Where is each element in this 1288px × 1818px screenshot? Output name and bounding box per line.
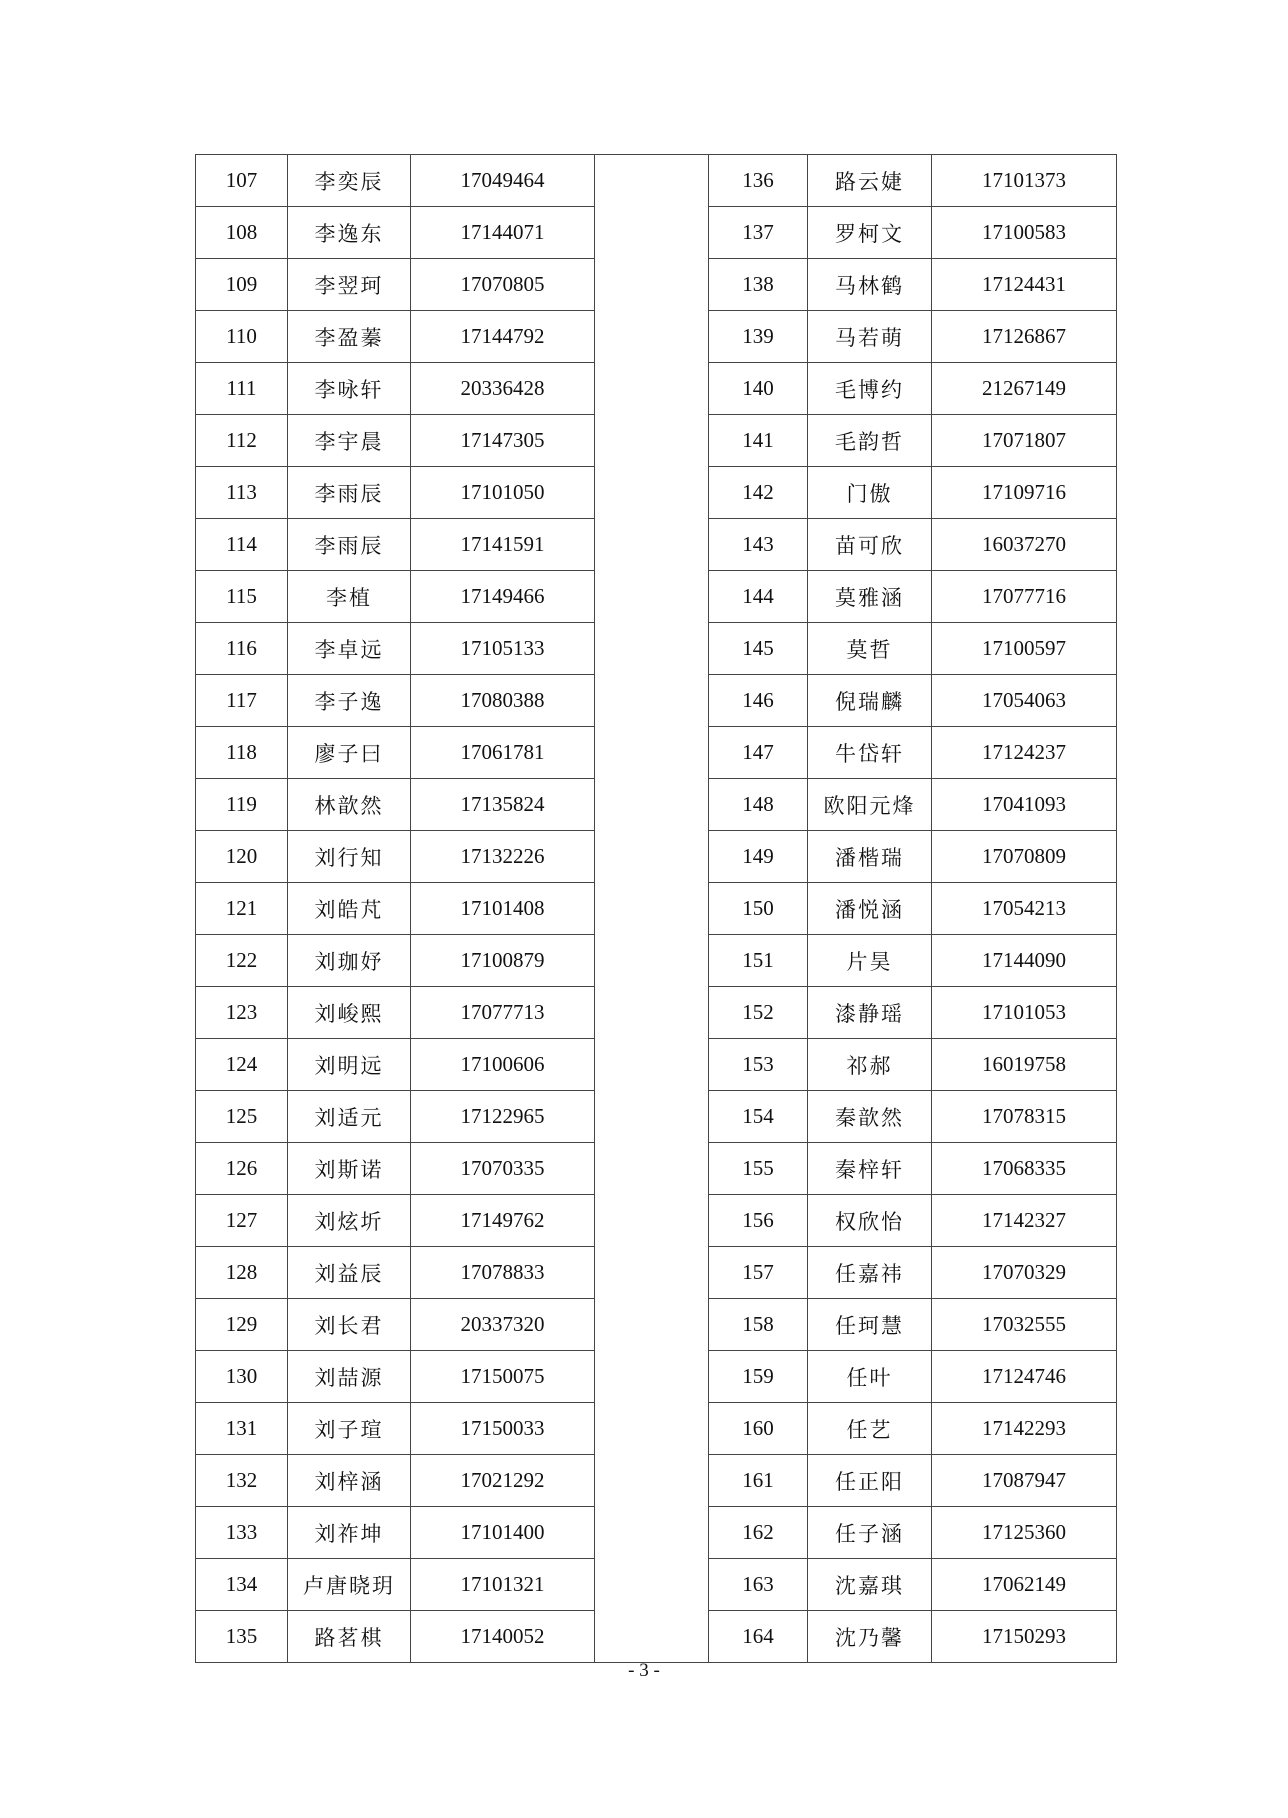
table-row bbox=[196, 1507, 1117, 1559]
right-seq-cell: 156 bbox=[709, 1195, 808, 1247]
left-student-id-cell: 20336428 bbox=[411, 363, 595, 415]
right-student-id-cell: 17100583 bbox=[932, 207, 1117, 259]
roster-body bbox=[196, 155, 1117, 1663]
table-row bbox=[196, 1351, 1117, 1403]
left-seq-cell: 127 bbox=[196, 1195, 288, 1247]
spacer-cell bbox=[595, 1195, 709, 1247]
right-student-id-cell: 17054063 bbox=[932, 675, 1117, 727]
table-row bbox=[196, 1299, 1117, 1351]
left-name-cell: 李卓远 bbox=[288, 623, 411, 675]
right-name-cell: 权欣怡 bbox=[808, 1195, 932, 1247]
right-seq-cell: 144 bbox=[709, 571, 808, 623]
right-name-cell: 秦梓轩 bbox=[808, 1143, 932, 1195]
left-student-id-cell: 17144792 bbox=[411, 311, 595, 363]
right-seq-cell: 163 bbox=[709, 1559, 808, 1611]
left-seq-cell: 107 bbox=[196, 155, 288, 207]
right-name-cell: 苗可欣 bbox=[808, 519, 932, 571]
spacer-cell bbox=[595, 1455, 709, 1507]
table-row bbox=[196, 1247, 1117, 1299]
right-student-id-cell: 17054213 bbox=[932, 883, 1117, 935]
left-name-cell: 李逸东 bbox=[288, 207, 411, 259]
right-name-cell: 莫雅涵 bbox=[808, 571, 932, 623]
right-name-cell: 牛岱轩 bbox=[808, 727, 932, 779]
left-student-id-cell: 17149762 bbox=[411, 1195, 595, 1247]
right-name-cell: 门傲 bbox=[808, 467, 932, 519]
left-student-id-cell: 17149466 bbox=[411, 571, 595, 623]
left-name-cell: 卢唐晓玥 bbox=[288, 1559, 411, 1611]
left-seq-cell: 114 bbox=[196, 519, 288, 571]
right-student-id-cell: 17124746 bbox=[932, 1351, 1117, 1403]
left-name-cell: 刘皓芃 bbox=[288, 883, 411, 935]
spacer-cell bbox=[595, 935, 709, 987]
right-seq-cell: 141 bbox=[709, 415, 808, 467]
left-seq-cell: 120 bbox=[196, 831, 288, 883]
left-name-cell: 刘峻熙 bbox=[288, 987, 411, 1039]
table-row bbox=[196, 987, 1117, 1039]
spacer-cell bbox=[595, 987, 709, 1039]
left-seq-cell: 135 bbox=[196, 1611, 288, 1663]
table-row bbox=[196, 1039, 1117, 1091]
right-student-id-cell: 17124431 bbox=[932, 259, 1117, 311]
table-row bbox=[196, 363, 1117, 415]
table-row bbox=[196, 779, 1117, 831]
table-row bbox=[196, 883, 1117, 935]
left-seq-cell: 119 bbox=[196, 779, 288, 831]
spacer-cell bbox=[595, 1091, 709, 1143]
left-seq-cell: 131 bbox=[196, 1403, 288, 1455]
right-student-id-cell: 17062149 bbox=[932, 1559, 1117, 1611]
right-seq-cell: 147 bbox=[709, 727, 808, 779]
right-student-id-cell: 17150293 bbox=[932, 1611, 1117, 1663]
right-student-id-cell: 17124237 bbox=[932, 727, 1117, 779]
left-seq-cell: 111 bbox=[196, 363, 288, 415]
right-student-id-cell: 16019758 bbox=[932, 1039, 1117, 1091]
left-name-cell: 刘炫圻 bbox=[288, 1195, 411, 1247]
right-name-cell: 任珂慧 bbox=[808, 1299, 932, 1351]
left-student-id-cell: 17070805 bbox=[411, 259, 595, 311]
spacer-cell bbox=[595, 1559, 709, 1611]
left-student-id-cell: 17078833 bbox=[411, 1247, 595, 1299]
right-name-cell: 潘楷瑞 bbox=[808, 831, 932, 883]
left-student-id-cell: 17140052 bbox=[411, 1611, 595, 1663]
spacer-cell bbox=[595, 467, 709, 519]
page-number: - 3 - bbox=[628, 1660, 660, 1681]
right-name-cell: 欧阳元烽 bbox=[808, 779, 932, 831]
right-seq-cell: 149 bbox=[709, 831, 808, 883]
right-student-id-cell: 16037270 bbox=[932, 519, 1117, 571]
left-seq-cell: 109 bbox=[196, 259, 288, 311]
table-row bbox=[196, 1195, 1117, 1247]
table-row bbox=[196, 727, 1117, 779]
left-name-cell: 李咏轩 bbox=[288, 363, 411, 415]
right-seq-cell: 136 bbox=[709, 155, 808, 207]
spacer-cell bbox=[595, 1403, 709, 1455]
left-seq-cell: 129 bbox=[196, 1299, 288, 1351]
right-seq-cell: 151 bbox=[709, 935, 808, 987]
right-name-cell: 沈嘉琪 bbox=[808, 1559, 932, 1611]
left-seq-cell: 125 bbox=[196, 1091, 288, 1143]
left-student-id-cell: 17105133 bbox=[411, 623, 595, 675]
left-student-id-cell: 17144071 bbox=[411, 207, 595, 259]
left-name-cell: 李宇晨 bbox=[288, 415, 411, 467]
left-name-cell: 路茗棋 bbox=[288, 1611, 411, 1663]
spacer-cell bbox=[595, 623, 709, 675]
left-seq-cell: 122 bbox=[196, 935, 288, 987]
spacer-cell bbox=[595, 259, 709, 311]
table-row bbox=[196, 1455, 1117, 1507]
left-seq-cell: 112 bbox=[196, 415, 288, 467]
right-student-id-cell: 17070809 bbox=[932, 831, 1117, 883]
spacer-cell bbox=[595, 1351, 709, 1403]
left-student-id-cell: 17049464 bbox=[411, 155, 595, 207]
right-student-id-cell: 17142327 bbox=[932, 1195, 1117, 1247]
table-row bbox=[196, 467, 1117, 519]
spacer-cell bbox=[595, 363, 709, 415]
right-student-id-cell: 17101373 bbox=[932, 155, 1117, 207]
right-seq-cell: 161 bbox=[709, 1455, 808, 1507]
left-seq-cell: 118 bbox=[196, 727, 288, 779]
spacer-cell bbox=[595, 1611, 709, 1663]
left-name-cell: 林歆然 bbox=[288, 779, 411, 831]
right-student-id-cell: 17070329 bbox=[932, 1247, 1117, 1299]
right-name-cell: 任正阳 bbox=[808, 1455, 932, 1507]
spacer-cell bbox=[595, 1039, 709, 1091]
right-name-cell: 任子涵 bbox=[808, 1507, 932, 1559]
right-name-cell: 倪瑞麟 bbox=[808, 675, 932, 727]
right-student-id-cell: 17071807 bbox=[932, 415, 1117, 467]
right-name-cell: 莫哲 bbox=[808, 623, 932, 675]
right-seq-cell: 157 bbox=[709, 1247, 808, 1299]
right-seq-cell: 160 bbox=[709, 1403, 808, 1455]
spacer-cell bbox=[595, 779, 709, 831]
right-name-cell: 任叶 bbox=[808, 1351, 932, 1403]
right-seq-cell: 139 bbox=[709, 311, 808, 363]
left-name-cell: 李雨辰 bbox=[288, 519, 411, 571]
right-seq-cell: 162 bbox=[709, 1507, 808, 1559]
left-student-id-cell: 17101050 bbox=[411, 467, 595, 519]
left-seq-cell: 117 bbox=[196, 675, 288, 727]
left-student-id-cell: 17021292 bbox=[411, 1455, 595, 1507]
left-name-cell: 李奕辰 bbox=[288, 155, 411, 207]
right-seq-cell: 152 bbox=[709, 987, 808, 1039]
left-name-cell: 刘梓涵 bbox=[288, 1455, 411, 1507]
right-name-cell: 任艺 bbox=[808, 1403, 932, 1455]
right-name-cell: 任嘉祎 bbox=[808, 1247, 932, 1299]
spacer-cell bbox=[595, 675, 709, 727]
right-name-cell: 祁郝 bbox=[808, 1039, 932, 1091]
table-row bbox=[196, 415, 1117, 467]
left-name-cell: 廖子曰 bbox=[288, 727, 411, 779]
right-seq-cell: 148 bbox=[709, 779, 808, 831]
left-seq-cell: 128 bbox=[196, 1247, 288, 1299]
spacer-cell bbox=[595, 415, 709, 467]
right-student-id-cell: 17032555 bbox=[932, 1299, 1117, 1351]
left-student-id-cell: 17061781 bbox=[411, 727, 595, 779]
right-seq-cell: 159 bbox=[709, 1351, 808, 1403]
right-student-id-cell: 17101053 bbox=[932, 987, 1117, 1039]
right-student-id-cell: 17068335 bbox=[932, 1143, 1117, 1195]
right-seq-cell: 153 bbox=[709, 1039, 808, 1091]
right-student-id-cell: 21267149 bbox=[932, 363, 1117, 415]
right-name-cell: 片昊 bbox=[808, 935, 932, 987]
spacer-cell bbox=[595, 1507, 709, 1559]
left-student-id-cell: 17101400 bbox=[411, 1507, 595, 1559]
left-student-id-cell: 17077713 bbox=[411, 987, 595, 1039]
left-student-id-cell: 17150075 bbox=[411, 1351, 595, 1403]
left-name-cell: 刘珈妤 bbox=[288, 935, 411, 987]
table-row bbox=[196, 831, 1117, 883]
right-name-cell: 马林鹤 bbox=[808, 259, 932, 311]
right-name-cell: 秦歆然 bbox=[808, 1091, 932, 1143]
left-name-cell: 李雨辰 bbox=[288, 467, 411, 519]
left-name-cell: 李盈蓁 bbox=[288, 311, 411, 363]
left-seq-cell: 124 bbox=[196, 1039, 288, 1091]
spacer-cell bbox=[595, 311, 709, 363]
left-seq-cell: 113 bbox=[196, 467, 288, 519]
right-name-cell: 潘悦涵 bbox=[808, 883, 932, 935]
left-seq-cell: 134 bbox=[196, 1559, 288, 1611]
table-row bbox=[196, 1559, 1117, 1611]
right-student-id-cell: 17041093 bbox=[932, 779, 1117, 831]
right-seq-cell: 146 bbox=[709, 675, 808, 727]
table-row bbox=[196, 259, 1117, 311]
spacer-cell bbox=[595, 1143, 709, 1195]
spacer-cell bbox=[595, 571, 709, 623]
left-seq-cell: 126 bbox=[196, 1143, 288, 1195]
right-seq-cell: 150 bbox=[709, 883, 808, 935]
right-student-id-cell: 17142293 bbox=[932, 1403, 1117, 1455]
right-seq-cell: 137 bbox=[709, 207, 808, 259]
table-row bbox=[196, 311, 1117, 363]
right-seq-cell: 138 bbox=[709, 259, 808, 311]
left-name-cell: 刘斯诺 bbox=[288, 1143, 411, 1195]
left-name-cell: 李子逸 bbox=[288, 675, 411, 727]
right-seq-cell: 158 bbox=[709, 1299, 808, 1351]
spacer-cell bbox=[595, 155, 709, 207]
spacer-cell bbox=[595, 727, 709, 779]
right-student-id-cell: 17078315 bbox=[932, 1091, 1117, 1143]
right-student-id-cell: 17125360 bbox=[932, 1507, 1117, 1559]
left-name-cell: 刘祚坤 bbox=[288, 1507, 411, 1559]
right-seq-cell: 142 bbox=[709, 467, 808, 519]
spacer-cell bbox=[595, 207, 709, 259]
right-name-cell: 沈乃馨 bbox=[808, 1611, 932, 1663]
spacer-cell bbox=[595, 883, 709, 935]
left-student-id-cell: 17132226 bbox=[411, 831, 595, 883]
table-row bbox=[196, 571, 1117, 623]
table-row bbox=[196, 675, 1117, 727]
left-student-id-cell: 17080388 bbox=[411, 675, 595, 727]
table-row bbox=[196, 155, 1117, 207]
table-row bbox=[196, 623, 1117, 675]
roster-table bbox=[195, 154, 1117, 1663]
spacer-cell bbox=[595, 831, 709, 883]
spacer-cell bbox=[595, 1247, 709, 1299]
right-name-cell: 漆静瑶 bbox=[808, 987, 932, 1039]
left-student-id-cell: 17100879 bbox=[411, 935, 595, 987]
left-seq-cell: 116 bbox=[196, 623, 288, 675]
left-student-id-cell: 17135824 bbox=[411, 779, 595, 831]
table-row bbox=[196, 519, 1117, 571]
spacer-cell bbox=[595, 1299, 709, 1351]
left-student-id-cell: 17147305 bbox=[411, 415, 595, 467]
table-row bbox=[196, 1611, 1117, 1663]
left-name-cell: 刘喆源 bbox=[288, 1351, 411, 1403]
left-name-cell: 刘适元 bbox=[288, 1091, 411, 1143]
right-seq-cell: 164 bbox=[709, 1611, 808, 1663]
right-seq-cell: 155 bbox=[709, 1143, 808, 1195]
right-student-id-cell: 17144090 bbox=[932, 935, 1117, 987]
left-student-id-cell: 20337320 bbox=[411, 1299, 595, 1351]
left-name-cell: 李植 bbox=[288, 571, 411, 623]
left-seq-cell: 110 bbox=[196, 311, 288, 363]
right-seq-cell: 140 bbox=[709, 363, 808, 415]
left-student-id-cell: 17070335 bbox=[411, 1143, 595, 1195]
left-name-cell: 刘子瑄 bbox=[288, 1403, 411, 1455]
table-row bbox=[196, 935, 1117, 987]
right-name-cell: 毛韵哲 bbox=[808, 415, 932, 467]
right-name-cell: 马若萌 bbox=[808, 311, 932, 363]
table-row bbox=[196, 1143, 1117, 1195]
right-student-id-cell: 17087947 bbox=[932, 1455, 1117, 1507]
table-row bbox=[196, 1403, 1117, 1455]
right-name-cell: 路云婕 bbox=[808, 155, 932, 207]
left-seq-cell: 121 bbox=[196, 883, 288, 935]
left-name-cell: 刘益辰 bbox=[288, 1247, 411, 1299]
right-seq-cell: 145 bbox=[709, 623, 808, 675]
right-name-cell: 毛博约 bbox=[808, 363, 932, 415]
left-seq-cell: 133 bbox=[196, 1507, 288, 1559]
left-student-id-cell: 17101408 bbox=[411, 883, 595, 935]
left-seq-cell: 132 bbox=[196, 1455, 288, 1507]
right-name-cell: 罗柯文 bbox=[808, 207, 932, 259]
left-student-id-cell: 17141591 bbox=[411, 519, 595, 571]
right-seq-cell: 143 bbox=[709, 519, 808, 571]
left-seq-cell: 130 bbox=[196, 1351, 288, 1403]
left-name-cell: 李翌珂 bbox=[288, 259, 411, 311]
left-seq-cell: 108 bbox=[196, 207, 288, 259]
right-student-id-cell: 17100597 bbox=[932, 623, 1117, 675]
left-student-id-cell: 17100606 bbox=[411, 1039, 595, 1091]
left-student-id-cell: 17122965 bbox=[411, 1091, 595, 1143]
left-name-cell: 刘明远 bbox=[288, 1039, 411, 1091]
right-student-id-cell: 17126867 bbox=[932, 311, 1117, 363]
left-seq-cell: 115 bbox=[196, 571, 288, 623]
left-student-id-cell: 17150033 bbox=[411, 1403, 595, 1455]
right-seq-cell: 154 bbox=[709, 1091, 808, 1143]
table-row bbox=[196, 1091, 1117, 1143]
left-name-cell: 刘长君 bbox=[288, 1299, 411, 1351]
spacer-cell bbox=[595, 519, 709, 571]
left-seq-cell: 123 bbox=[196, 987, 288, 1039]
left-student-id-cell: 17101321 bbox=[411, 1559, 595, 1611]
table-row bbox=[196, 207, 1117, 259]
right-student-id-cell: 17077716 bbox=[932, 571, 1117, 623]
left-name-cell: 刘行知 bbox=[288, 831, 411, 883]
right-student-id-cell: 17109716 bbox=[932, 467, 1117, 519]
